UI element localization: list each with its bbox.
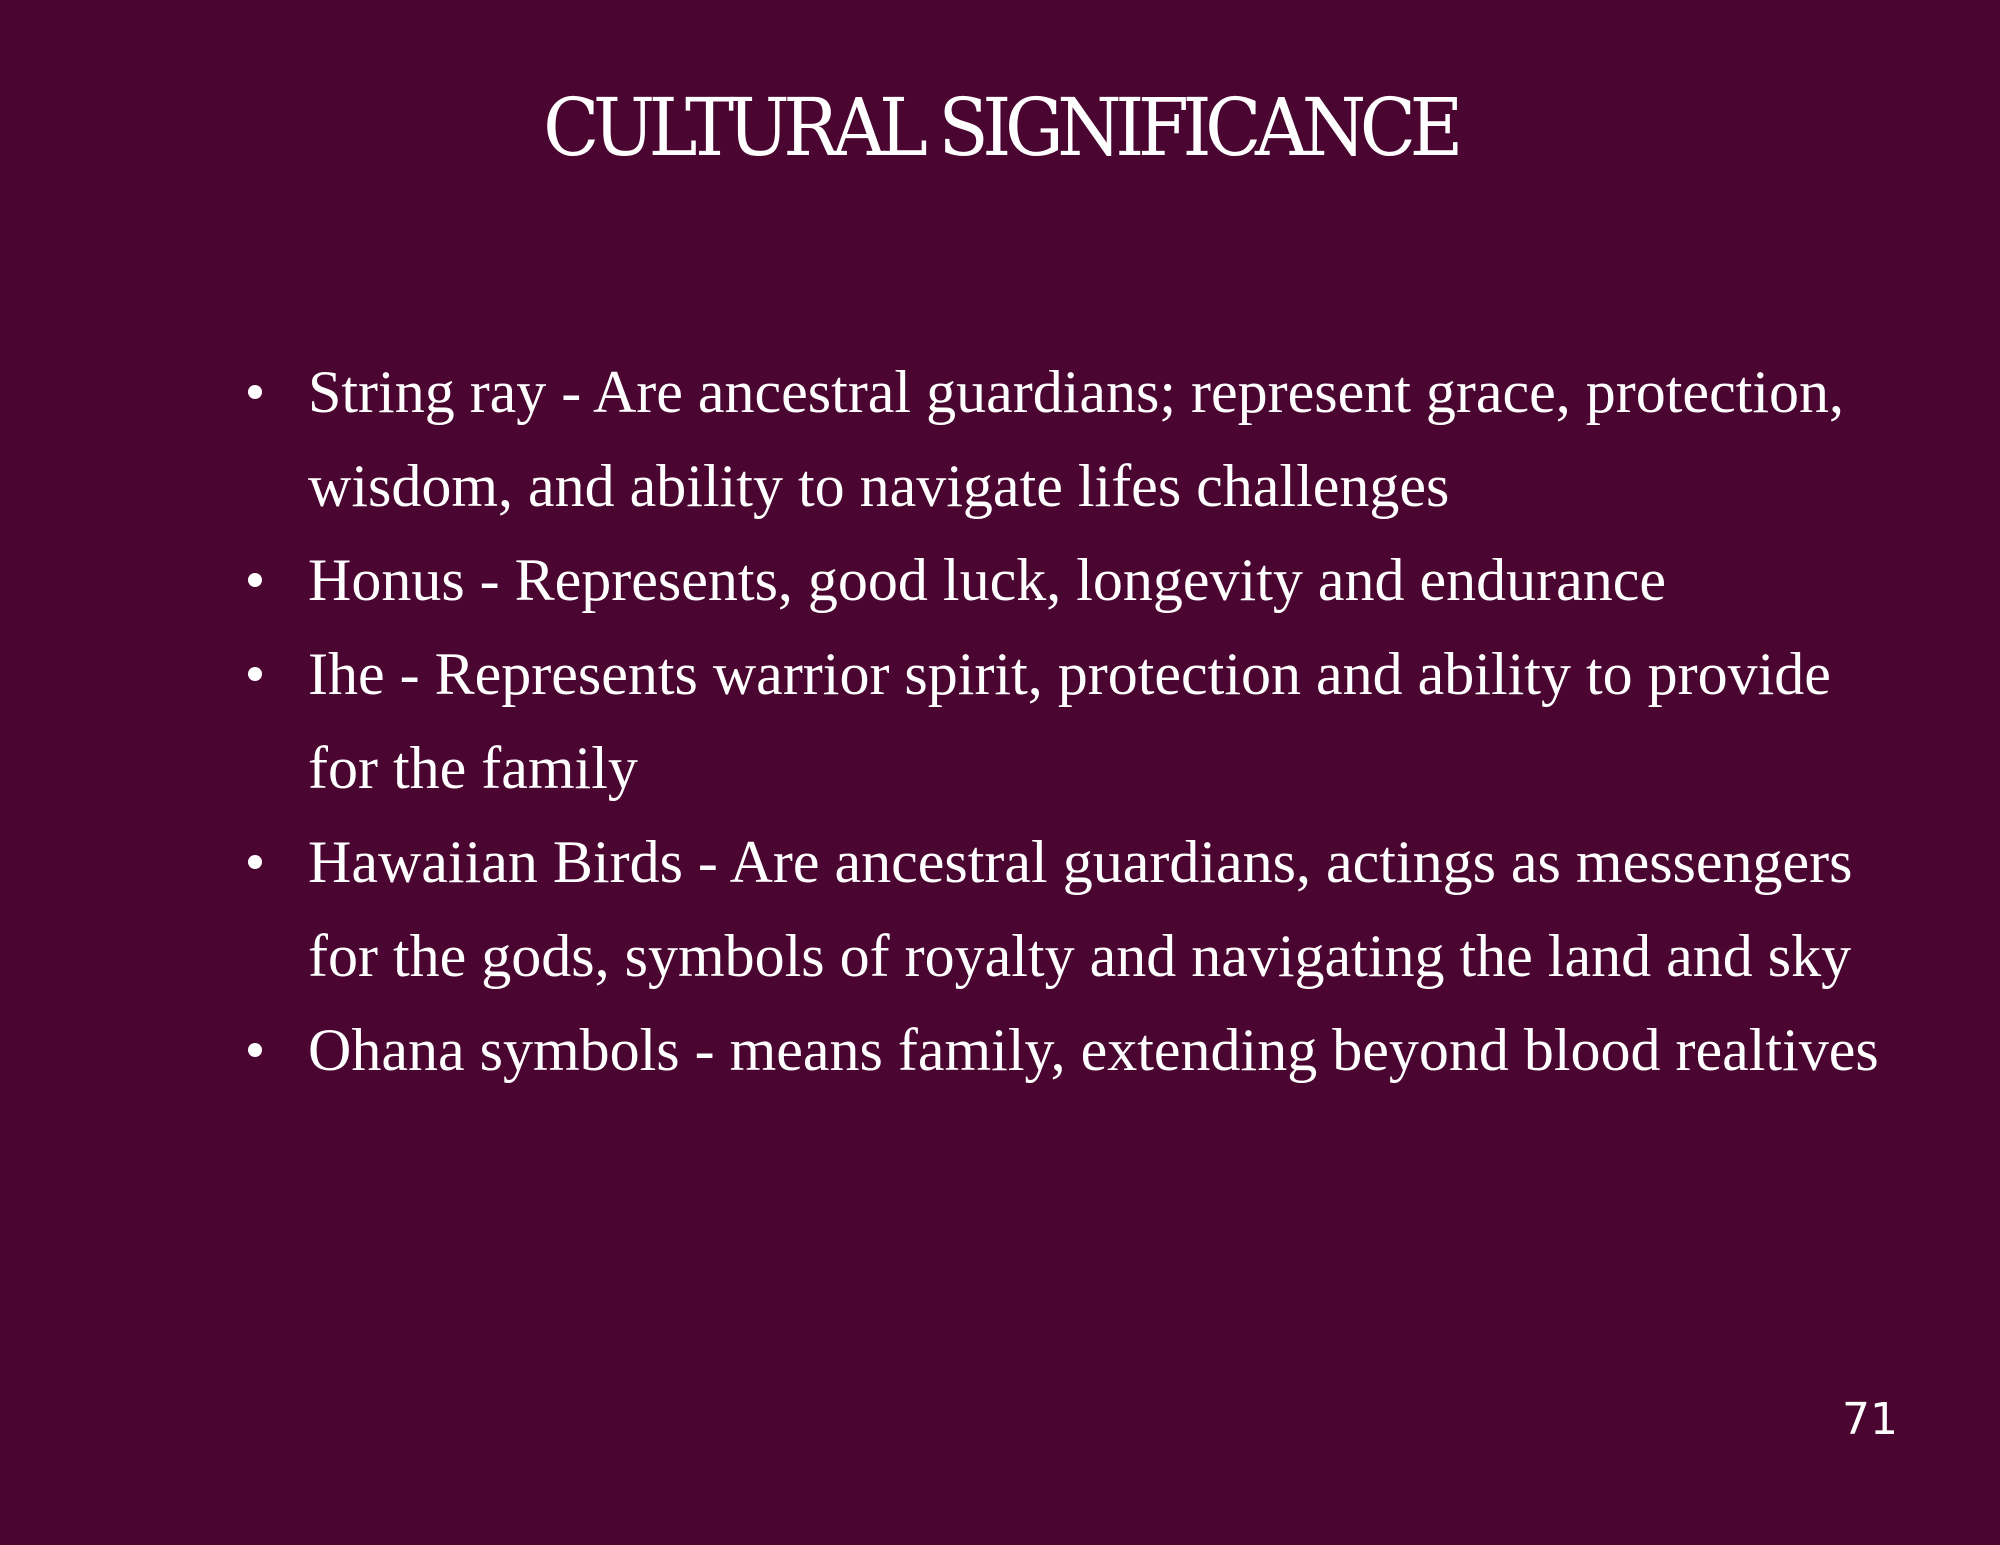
bullet-dot-icon xyxy=(248,667,262,681)
bullet-dot-icon xyxy=(248,1043,262,1057)
slide-title: CULTURAL SIGNIFICANCE xyxy=(543,81,1457,174)
bullet-text: Honus - Represents, good luck, longevity and endurance xyxy=(308,547,1666,613)
page-number: 71 xyxy=(1842,1394,1898,1445)
bullet-text: Ihe - Represents warrior spirit, protection and ability to provide for the family xyxy=(308,641,1831,801)
bullet-item-string-ray xyxy=(240,345,1880,533)
bullet-item-honus xyxy=(240,533,1880,627)
bullet-text: Ohana symbols - means family, extending beyond blood realtives xyxy=(308,1017,1879,1083)
bullet-list xyxy=(240,345,1880,1097)
bullet-item-hawaiian-birds xyxy=(240,815,1880,1003)
bullet-dot-icon xyxy=(248,385,262,399)
bullet-item-ohana-symbols xyxy=(240,1003,1880,1097)
bullet-dot-icon xyxy=(248,855,262,869)
bullet-text: Hawaiian Birds - Are ancestral guardians, actings as messengers for the gods, symbols of royalty and navigating the land and sky xyxy=(308,829,1853,989)
bullet-item-ihe xyxy=(240,627,1880,815)
bullet-text: String ray - Are ancestral guardians; represent grace, protection, wisdom, and ability to navigate lifes challenges xyxy=(308,359,1845,519)
bullet-dot-icon xyxy=(248,573,262,587)
